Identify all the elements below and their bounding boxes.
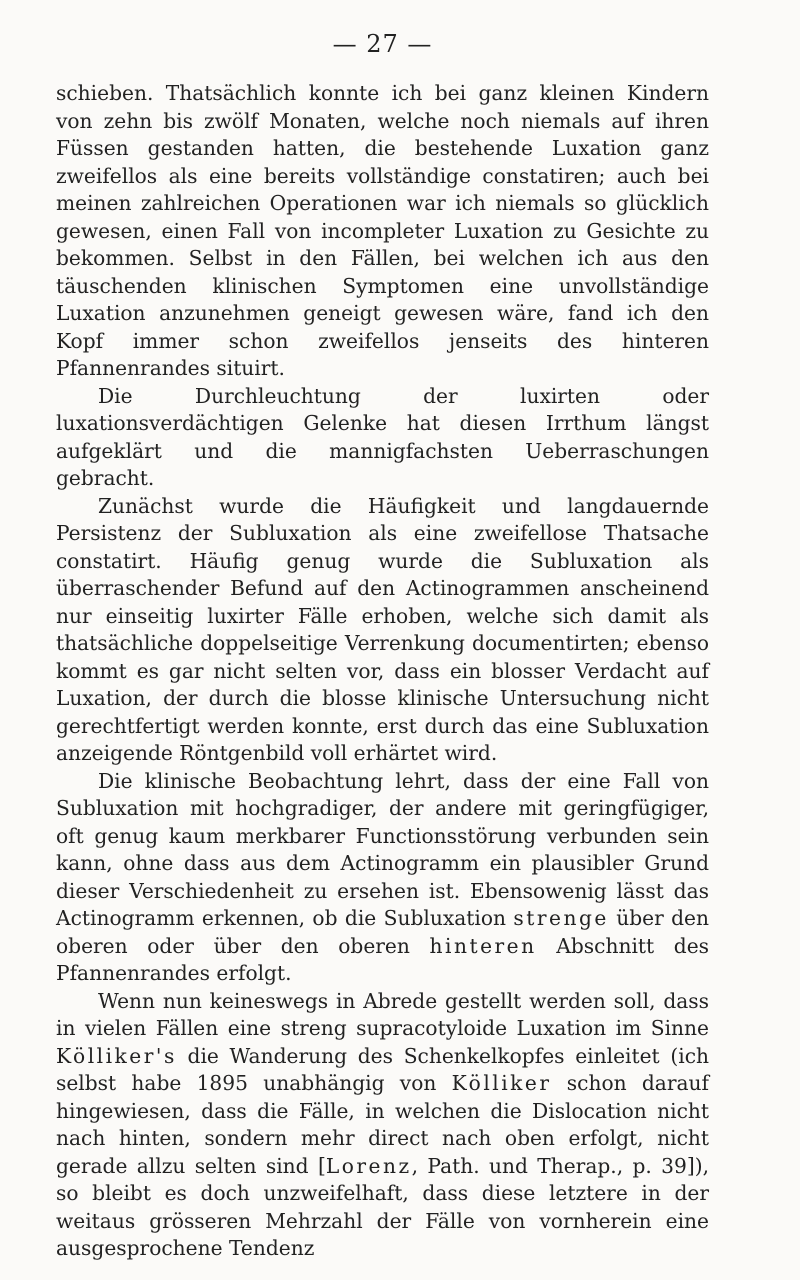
paragraph-5: [56, 988, 709, 1263]
text-run: schieben. Thatsächlich konnte ich bei ganz kleinen Kindern von zehn bis zwölf Monaten, welche noch niemals auf ihren Füssen gestanden hatten, die bestehende Luxation ganz zweifellos als eine bereits vollständige constatiren; auch bei meinen zahlreichen Operationen war ich niemals so glücklich gewesen, einen Fall von incompleter Luxation zu Gesichte zu bekommen. Selbst in den Fällen, bei welchen ich aus den täuschenden klinischen Symptomen eine unvollständige Luxation anzunehmen geneigt gewesen wäre, fand ich den Kopf immer schon zweifellos jenseits des hinteren Pfannenrandes situirt.: [56, 81, 709, 380]
text-run: Die klinische Beobachtung lehrt, dass der eine Fall von Subluxation mit hochgradiger, der andere mit geringfügiger, oft genug kaum merkbarer Functionsstörung verbunden sein kann, ohne dass aus dem Actinogramm ein plausibler Grund dieser Verschiedenheit zu ersehen ist. Ebensowenig lässt das Actinogramm erkennen, ob die Subluxation: [56, 768, 709, 930]
book-page: [56, 28, 709, 1263]
text-run: die Wanderung des Schenkelkopfes einleitet (ich selbst habe 1895 unabhängig von: [56, 1043, 709, 1095]
author-name-koelliker: Kölliker's: [56, 1043, 177, 1068]
paragraph-2: [56, 383, 709, 493]
emphasis-hinteren: hinteren: [429, 933, 537, 958]
page-number: — 27 —: [332, 30, 433, 58]
paragraph-3: [56, 493, 709, 768]
author-name-lorenz: Lorenz: [325, 1153, 412, 1178]
text-run: , Path. und Therap., p. 39]), so bleibt es doch unzweifelhaft, dass diese letztere in der weitaus grösseren Mehrzahl der Fälle von vornherein eine ausgesprochene Tendenz: [56, 1153, 709, 1260]
text-run: Die Durchleuchtung der luxirten oder luxationsverdächtigen Gelenke hat diesen Irrthum längst aufgeklärt und die mannigfachsten Ueberraschungen gebracht.: [56, 383, 709, 490]
emphasis-strenge: strenge: [513, 906, 609, 930]
text-run: Zunächst wurde die Häufigkeit und langdauernde Persistenz der Subluxation als eine zweifellose Thatsache constatirt. Häufig genug wurde die Subluxation als überraschender Befund auf den Actinogrammen anscheinend nur einseitig luxirter Fälle erhoben, welche sich damit als thatsächliche doppelseitige Verrenkung documentirten; ebenso kommt es gar nicht selten vor, dass ein blosser Verdacht auf Luxation, der durch die blosse klinische Untersuchung nicht gerechtfertigt werden konnte, erst durch das eine Subluxation anzeigende Röntgenbild voll erhärtet wird.: [56, 493, 709, 765]
text-run: Wenn nun keineswegs in Abrede gestellt werden soll, dass in vielen Fällen eine streng supracotyloide Luxation im Sinne: [56, 988, 709, 1040]
paragraph-1: [56, 80, 709, 383]
author-name-koelliker: Kölliker: [451, 1071, 552, 1095]
body-text: [56, 80, 709, 1263]
paragraph-4: [56, 768, 709, 988]
text-run: über den oberen oder über den oberen: [56, 906, 710, 958]
text-run: Abschnitt des Pfannenrandes erfolgt.: [56, 933, 709, 985]
text-run: schon darauf hingewiesen, dass die Fälle, in welchen die Dislocation nicht nach hinten, sondern mehr direct nach oben erfolgt, nicht gerade allzu selten sind [: [56, 1071, 709, 1178]
